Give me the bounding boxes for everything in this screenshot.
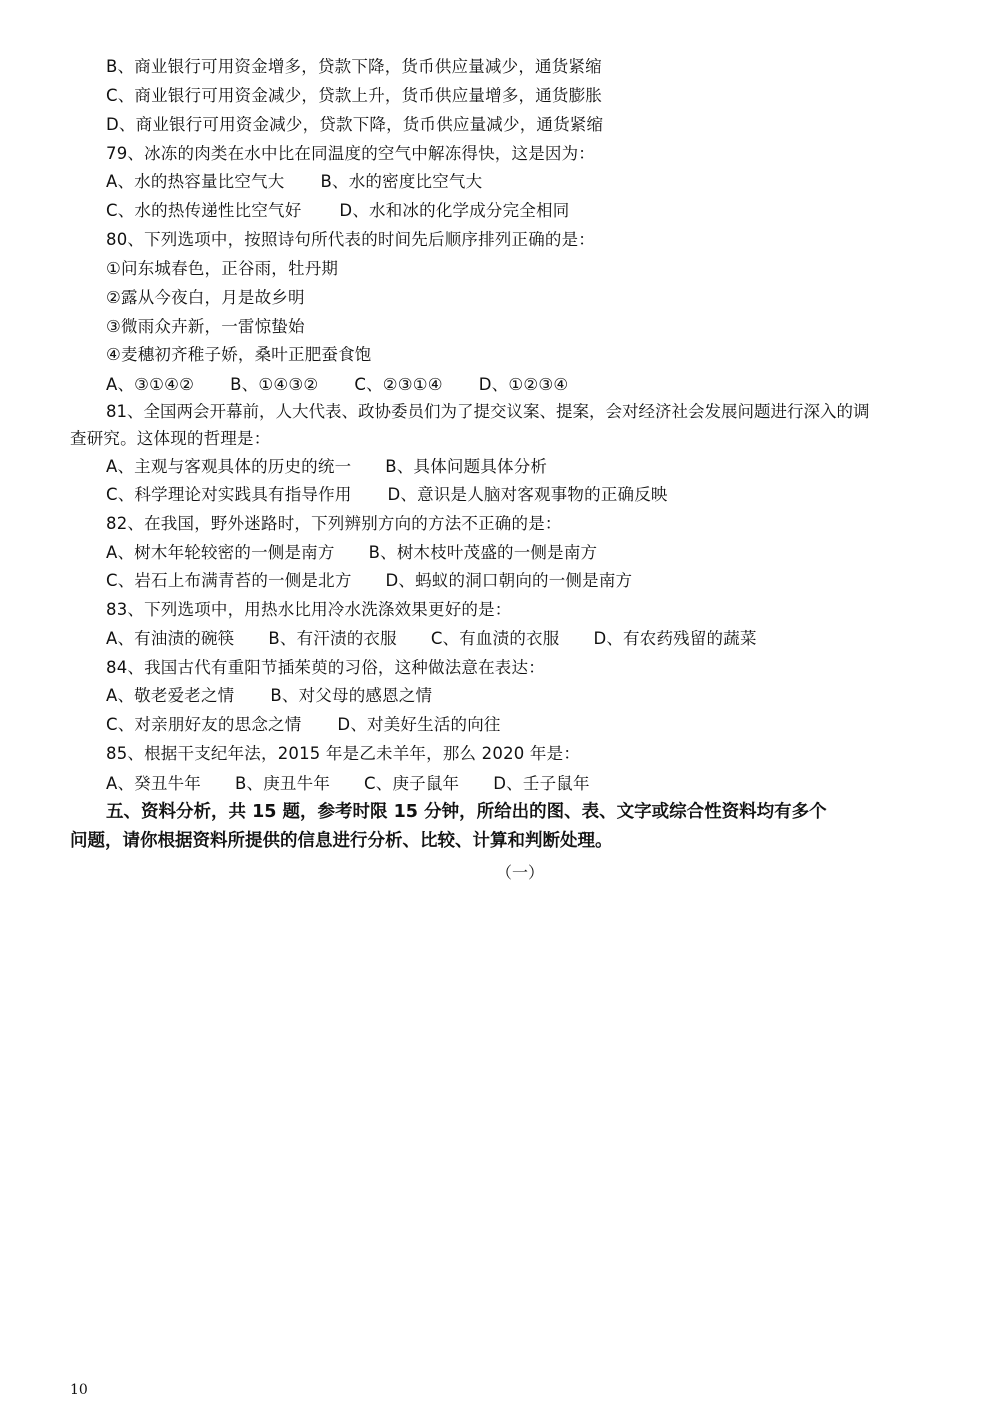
q83-options-row xyxy=(106,628,757,650)
q79-options-row2 xyxy=(106,200,569,222)
question-81-line2: 查研究。这体现的哲理是： xyxy=(70,429,271,448)
q80-item-2: ②露从今夜白，月是故乡明 xyxy=(106,288,305,307)
question-83: 83、下列选项中，用热水比用冷水洗涤效果更好的是： xyxy=(106,600,512,619)
q84-options-row1 xyxy=(106,685,432,707)
q81-option-c: C、科学理论对实践具有指导作用 xyxy=(106,485,352,504)
q81-options-row1 xyxy=(106,456,547,478)
q84-option-a: A、敬老爱老之情 xyxy=(106,686,235,705)
q81-option-d: D、意识是人脑对客观事物的正确反映 xyxy=(387,485,668,504)
q82-option-a: A、树木年轮较密的一侧是南方 xyxy=(106,543,335,562)
question-79: 79、冰冻的肉类在水中比在同温度的空气中解冻得快，这是因为： xyxy=(106,144,595,163)
q84-option-c: C、对亲朋好友的思念之情 xyxy=(106,715,302,734)
q80-item-3: ③微雨众卉新，一雷惊蛰始 xyxy=(106,317,305,336)
section-heading-line1: 五、资料分析，共 15 题，参考时限 15 分钟，所给出的图、表、文字或综合性资料均有多个 xyxy=(106,802,827,822)
page-number: 10 xyxy=(70,1382,88,1398)
q82-options-row1 xyxy=(106,542,597,564)
question-81-line1: 81、全国两会开幕前，人大代表、政协委员们为了提交议案、提案，会对经济社会发展问题进行深入的调 xyxy=(106,402,870,421)
q83-option-b: B、有汗渍的衣服 xyxy=(268,629,397,648)
q84-option-b: B、对父母的感恩之情 xyxy=(270,686,433,705)
q80-option-c: C、②③①④ xyxy=(354,375,443,394)
q83-option-c: C、有血渍的衣服 xyxy=(430,629,560,648)
q78-option-b: B、商业银行可用资金增多，贷款下降，货币供应量减少，通货紧缩 xyxy=(106,57,602,76)
q82-option-b: B、树木枝叶茂盛的一侧是南方 xyxy=(368,543,598,562)
question-80: 80、下列选项中，按照诗句所代表的时间先后顺序排列正确的是： xyxy=(106,230,595,249)
q78-option-d: D、商业银行可用资金减少，贷款下降，货币供应量减少，通货紧缩 xyxy=(106,115,604,134)
q79-option-b: B、水的密度比空气大 xyxy=(320,172,483,191)
q85-options-row xyxy=(106,773,590,795)
q79-options-row1 xyxy=(106,171,482,193)
q85-option-d: D、壬子鼠年 xyxy=(493,774,590,793)
subsection-marker: （一） xyxy=(495,863,544,882)
section-heading-line2: 问题，请你根据资料所提供的信息进行分析、比较、计算和判断处理。 xyxy=(70,831,613,851)
q80-option-b: B、①④③② xyxy=(230,375,319,394)
q82-option-d: D、蚂蚁的洞口朝向的一侧是南方 xyxy=(385,571,633,590)
q83-option-a: A、有油渍的碗筷 xyxy=(106,629,235,648)
q82-option-c: C、岩石上布满青苔的一侧是北方 xyxy=(106,571,352,590)
question-82: 82、在我国，野外迷路时，下列辨别方向的方法不正确的是： xyxy=(106,514,562,533)
q81-option-b: B、具体问题具体分析 xyxy=(385,457,548,476)
q81-options-row2 xyxy=(106,484,668,506)
q80-item-4: ④麦穗初齐稚子娇，桑叶正肥蚕食饱 xyxy=(106,345,372,364)
q79-option-d: D、水和冰的化学成分完全相同 xyxy=(339,201,570,220)
q80-options-row xyxy=(106,374,568,396)
q85-option-a: A、癸丑牛年 xyxy=(106,774,201,793)
q85-option-c: C、庚子鼠年 xyxy=(364,774,460,793)
q81-option-a: A、主观与客观具体的历史的统一 xyxy=(106,457,352,476)
q84-option-d: D、对美好生活的向往 xyxy=(337,715,501,734)
q80-option-a: A、③①④② xyxy=(106,375,195,394)
q84-options-row2 xyxy=(106,714,501,736)
q78-option-c: C、商业银行可用资金减少，贷款上升，货币供应量增多，通货膨胀 xyxy=(106,86,603,105)
q82-options-row2 xyxy=(106,570,632,592)
q79-option-c: C、水的热传递性比空气好 xyxy=(106,201,302,220)
question-84: 84、我国古代有重阳节插茱萸的习俗，这种做法意在表达： xyxy=(106,658,545,677)
q85-option-b: B、庚丑牛年 xyxy=(235,774,331,793)
q79-option-a: A、水的热容量比空气大 xyxy=(106,172,285,191)
question-85: 85、根据干支纪年法，2015 年是乙未羊年，那么 2020 年是： xyxy=(106,744,581,763)
q80-item-1: ①问东城春色，正谷雨，牡丹期 xyxy=(106,259,339,278)
q80-option-d: D、①②③④ xyxy=(478,375,569,394)
q83-option-d: D、有农药残留的蔬菜 xyxy=(593,629,757,648)
